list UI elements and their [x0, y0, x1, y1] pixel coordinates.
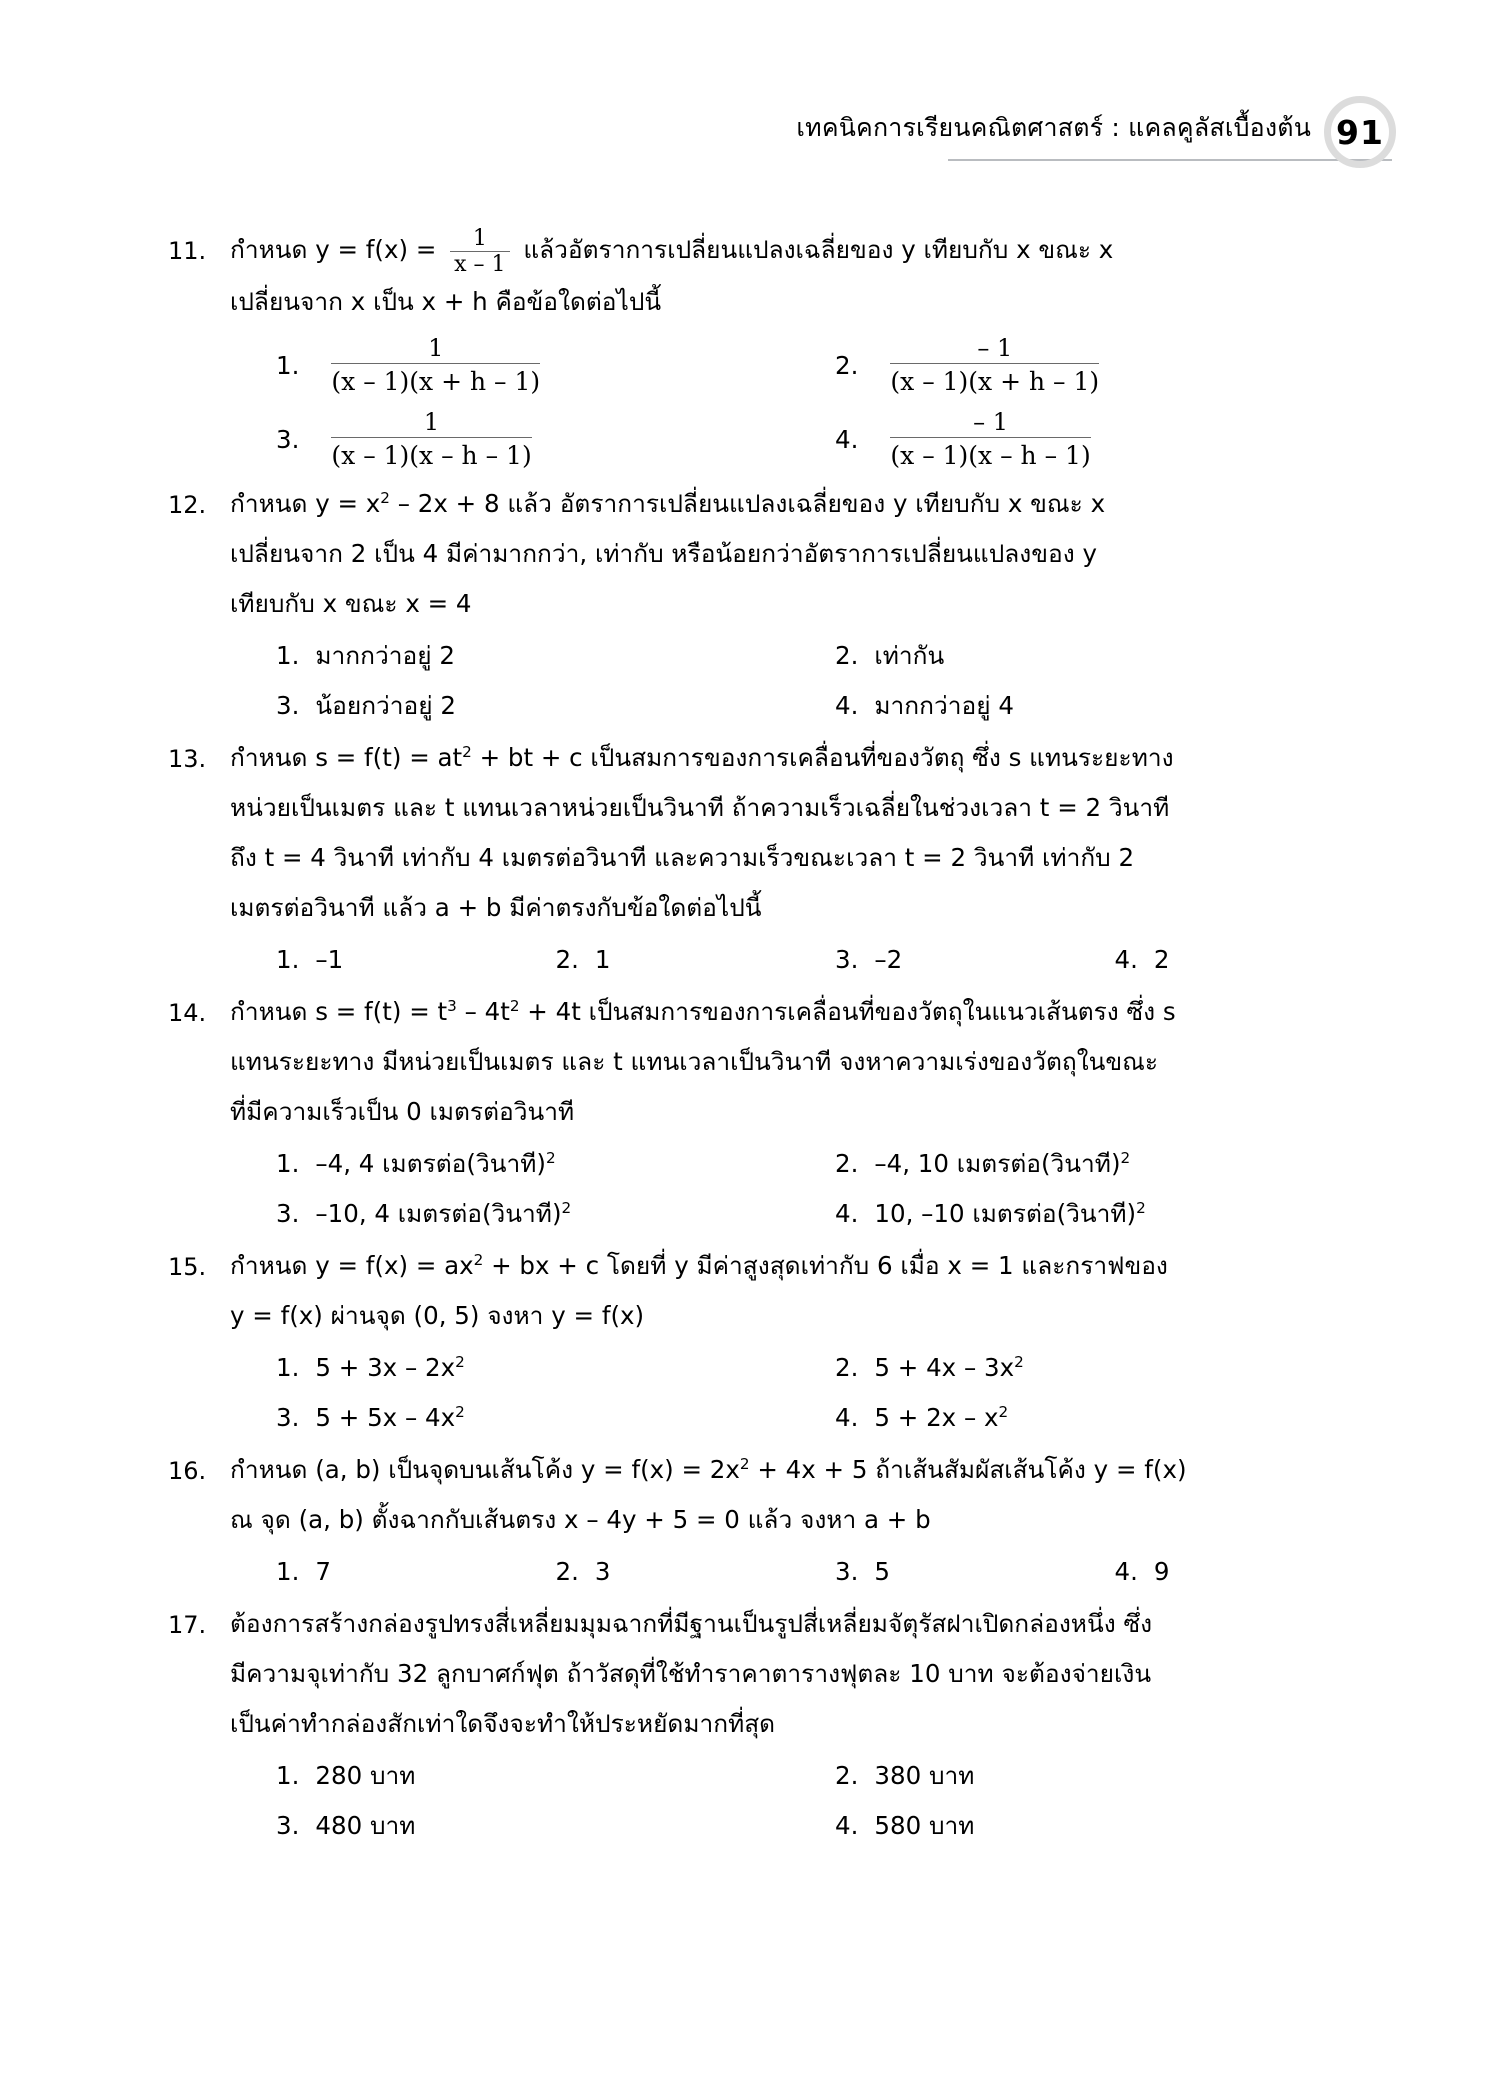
choice-text: มากกว่าอยู่ 4	[874, 691, 1014, 721]
choice-text	[315, 408, 531, 474]
question-stem-line3: เป็นค่าทำกล่องสักเท่าใดจึงจะทำให้ประหยัดมากที่สุด	[230, 1709, 776, 1739]
choice-text: 580 บาท	[874, 1811, 975, 1841]
choice-text: มากกว่าอยู่ 2	[315, 641, 455, 671]
choice-label: 2.	[835, 351, 859, 381]
question-stem: ต้องการสร้างกล่องรูปทรงสี่เหลี่ยมมุมฉากที่มีฐานเป็นรูปสี่เหลี่ยมจัตุรัสฝาเปิดกล่องหนึ่ง ซึ่ง	[230, 1609, 1153, 1639]
choice-label: 4.	[1114, 945, 1138, 975]
choice-row	[230, 1547, 1348, 1597]
choice-option-4[interactable]	[789, 681, 1348, 731]
question-stem-line4: เมตรต่อวินาที แล้ว a + b มีค่าตรงกับข้อใดต่อไปนี้	[230, 893, 762, 923]
choice-list	[230, 1343, 1348, 1443]
question-12	[168, 479, 1348, 731]
choice-option-3[interactable]	[230, 403, 789, 477]
choice-text-part: –4, 4 เมตรต่อ(วินาที)	[315, 1149, 546, 1179]
choice-text	[315, 1139, 555, 1189]
choice-list	[230, 631, 1348, 731]
choice-text	[874, 1343, 1023, 1393]
choice-option-3[interactable]	[789, 1547, 1069, 1597]
choice-option-3[interactable]	[230, 681, 789, 731]
choice-label: 3.	[276, 1811, 300, 1841]
choice-row	[230, 1751, 1348, 1801]
choice-option-3[interactable]	[789, 935, 1069, 985]
choice-option-3[interactable]	[230, 1189, 789, 1239]
choice-text-part: –4, 10 เมตรต่อ(วินาที)	[874, 1149, 1121, 1179]
choice-fraction	[331, 334, 540, 400]
question-stem	[230, 479, 1348, 529]
choice-text-part: 5 + 2x – x	[874, 1403, 999, 1433]
question-17	[168, 1599, 1348, 1851]
page-title: เทคนิคการเรียนคณิตศาสตร์ : แคลคูลัสเบื้องต้น	[796, 113, 1311, 142]
choice-fraction	[890, 334, 1099, 400]
question-number: 15.	[168, 1253, 207, 1282]
question-14	[168, 987, 1348, 1239]
choice-row	[230, 1801, 1348, 1851]
exponent: 2	[473, 1251, 484, 1270]
choice-label: 4.	[835, 691, 859, 721]
stem-text-part: แล้วอัตราการเปลี่ยนแปลงเฉลี่ยของ y เทียบกับ x ขณะ x	[523, 235, 1114, 264]
choice-label: 2.	[835, 1353, 859, 1383]
exponent: 2	[462, 743, 472, 762]
page-number-badge	[1324, 96, 1396, 168]
choice-label: 1.	[276, 1557, 300, 1587]
question-stem	[230, 987, 1348, 1037]
question-list	[168, 225, 1348, 1853]
choice-label: 2.	[835, 641, 859, 671]
choice-label: 3.	[276, 1403, 300, 1433]
choice-list	[230, 329, 1348, 477]
choice-list	[230, 935, 1348, 985]
choice-text: 1	[594, 945, 611, 975]
choice-text: –2	[874, 945, 903, 975]
stem-text-part: กำหนด (a, b) เป็นจุดบนเส้นโค้ง y = f(x) = 2x	[230, 1455, 740, 1485]
exponent: 2	[1136, 1199, 1146, 1218]
choice-option-2[interactable]	[789, 631, 1348, 681]
stem-text-part: + 4t เป็นสมการของการเคลื่อนที่ของวัตถุในแนวเส้นตรง ซึ่ง s	[519, 997, 1176, 1027]
exponent: 3	[447, 997, 457, 1016]
question-16	[168, 1445, 1348, 1597]
choice-text: –1	[315, 945, 344, 975]
exponent: 2	[739, 1455, 750, 1474]
fraction-numerator: 1	[423, 407, 440, 436]
choice-label: 1.	[276, 1761, 300, 1791]
choice-label: 1.	[276, 1353, 300, 1383]
choice-label: 2.	[835, 1149, 859, 1179]
exponent: 2	[1014, 1353, 1024, 1372]
choice-label: 3.	[276, 425, 300, 455]
choice-option-1[interactable]	[230, 1751, 789, 1801]
choice-text-part: 5 + 4x – 3x	[874, 1353, 1015, 1383]
choice-option-4[interactable]	[789, 403, 1348, 477]
choice-row	[230, 403, 1348, 477]
choice-option-4[interactable]	[789, 1393, 1348, 1443]
exponent: 2	[561, 1199, 572, 1218]
choice-option-4[interactable]	[789, 1801, 1348, 1851]
fraction-numerator: 1	[472, 225, 487, 251]
page-number: 91	[1336, 112, 1384, 152]
choice-option-1[interactable]	[230, 1343, 789, 1393]
choice-list	[230, 1751, 1348, 1851]
fraction-numerator: – 1	[973, 407, 1008, 436]
question-15	[168, 1241, 1348, 1443]
choice-option-3[interactable]	[230, 1801, 789, 1851]
choice-text	[315, 334, 540, 400]
choice-row	[230, 935, 1348, 985]
choice-option-2[interactable]	[789, 329, 1348, 403]
stem-text-part: + bx + c โดยที่ y มีค่าสูงสุดเท่ากับ 6 เมื่อ x = 1 และกราฟของ	[483, 1251, 1168, 1281]
stem-text-part: กำหนด s = f(t) = at	[230, 743, 463, 773]
choice-text	[874, 1393, 1008, 1443]
choice-option-4[interactable]	[789, 1189, 1348, 1239]
question-number: 13.	[168, 745, 207, 774]
stem-text-part: กำหนด y = f(x) =	[230, 235, 437, 264]
choice-label: 4.	[835, 1403, 859, 1433]
fraction-numerator: – 1	[977, 333, 1013, 362]
choice-text: 9	[1153, 1557, 1170, 1587]
choice-label: 1.	[276, 351, 300, 381]
choice-option-1[interactable]	[230, 1139, 789, 1189]
question-stem	[230, 1241, 1348, 1291]
question-stem-line2: เปลี่ยนจาก 2 เป็น 4 มีค่ามากกว่า, เท่ากับ หรือน้อยกว่าอัตราการเปลี่ยนแปลงของ y	[230, 539, 1097, 569]
choice-option-1[interactable]	[230, 631, 789, 681]
choice-option-1[interactable]	[230, 935, 510, 985]
choice-label: 3.	[835, 1557, 859, 1587]
fraction-denominator: x – 1	[454, 252, 506, 278]
question-stem-line3: ที่มีความเร็วเป็น 0 เมตรต่อวินาที	[230, 1097, 575, 1127]
choice-label: 2.	[555, 945, 579, 975]
choice-label: 2.	[835, 1761, 859, 1791]
choice-text	[315, 1189, 571, 1239]
choice-text: 3	[594, 1557, 611, 1587]
choice-text: 480 บาท	[315, 1811, 416, 1841]
question-stem-line2: หน่วยเป็นเมตร และ t แทนเวลาหน่วยเป็นวินาที ถ้าความเร็วเฉลี่ยในช่วงเวลา t = 2 วินาที	[230, 793, 1170, 823]
question-stem-line2: แทนระยะทาง มีหน่วยเป็นเมตร และ t แทนเวลาเป็นวินาที จงหาความเร่งของวัตถุในขณะ	[230, 1047, 1159, 1077]
choice-option-2[interactable]	[789, 1139, 1348, 1189]
choice-option-2[interactable]	[789, 1751, 1348, 1801]
fraction-denominator: (x – 1)(x + h – 1)	[890, 367, 1100, 397]
question-13	[168, 733, 1348, 985]
choice-label: 3.	[835, 945, 859, 975]
choice-text-part: –10, 4 เมตรต่อ(วินาที)	[315, 1199, 562, 1229]
question-stem-line2: y = f(x) ผ่านจุด (0, 5) จงหา y = f(x)	[230, 1301, 645, 1331]
fraction-denominator: (x – 1)(x – h – 1)	[890, 441, 1091, 471]
question-stem	[230, 1445, 1348, 1495]
choice-row	[230, 1393, 1348, 1443]
choice-text-part: 10, –10 เมตรต่อ(วินาที)	[874, 1199, 1137, 1229]
question-stem-line3: เทียบกับ x ขณะ x = 4	[230, 589, 472, 619]
choice-label: 4.	[835, 1811, 859, 1841]
question-number: 12.	[168, 491, 207, 520]
question-number: 16.	[168, 1457, 207, 1486]
choice-text: น้อยกว่าอยู่ 2	[315, 691, 457, 721]
stem-text-part: กำหนด y = x	[230, 489, 381, 519]
stem-text-part: กำหนด y = f(x) = ax	[230, 1251, 474, 1281]
exponent: 2	[380, 489, 390, 508]
choice-text: เท่ากัน	[874, 641, 945, 671]
choice-label: 4.	[835, 425, 859, 455]
choice-row	[230, 1343, 1348, 1393]
choice-row	[230, 329, 1348, 403]
fraction-numerator: 1	[428, 333, 444, 362]
exponent: 2	[1120, 1149, 1131, 1168]
choice-row	[230, 681, 1348, 731]
stem-text-part: – 4t	[456, 997, 510, 1027]
question-stem-line2: เปลี่ยนจาก x เป็น x + h คือข้อใดต่อไปนี้	[230, 287, 662, 317]
choice-text	[315, 1393, 464, 1443]
choice-option-2[interactable]	[789, 1343, 1348, 1393]
stem-text-part: + bt + c เป็นสมการของการเคลื่อนที่ของวัตถุ ซึ่ง s แทนระยะทาง	[471, 743, 1174, 773]
choice-text-part: 5 + 3x – 2x	[315, 1353, 456, 1383]
choice-label: 2.	[555, 1557, 579, 1587]
choice-label: 1.	[276, 641, 300, 671]
header-divider	[948, 159, 1392, 161]
page-header	[0, 96, 1504, 176]
choice-option-4[interactable]	[1069, 1547, 1349, 1597]
question-11	[168, 225, 1348, 477]
choice-option-4[interactable]	[1069, 935, 1349, 985]
choice-option-1[interactable]	[230, 329, 789, 403]
choice-text-part: 5 + 5x – 4x	[315, 1403, 456, 1433]
exponent: 2	[545, 1149, 556, 1168]
fraction-denominator: (x – 1)(x + h – 1)	[331, 367, 541, 397]
stem-text-part: กำหนด s = f(t) = t	[230, 997, 448, 1027]
choice-option-3[interactable]	[230, 1393, 789, 1443]
question-number: 14.	[168, 999, 207, 1028]
choice-list	[230, 1139, 1348, 1239]
fraction-denominator: (x – 1)(x – h – 1)	[331, 441, 532, 471]
stem-text-part: + 4x + 5 ถ้าเส้นสัมผัสเส้นโค้ง y = f(x)	[749, 1455, 1187, 1485]
exponent: 2	[509, 997, 520, 1016]
choice-text: 280 บาท	[315, 1761, 416, 1791]
exponent: 2	[455, 1353, 465, 1372]
choice-fraction	[331, 408, 531, 474]
inline-fraction	[450, 225, 509, 278]
choice-text	[874, 334, 1099, 400]
choice-text: 380 บาท	[874, 1761, 975, 1791]
choice-row	[230, 631, 1348, 681]
exponent: 2	[455, 1403, 465, 1422]
question-number: 11.	[168, 237, 207, 265]
choice-label: 1.	[276, 945, 300, 975]
choice-option-2[interactable]	[510, 1547, 790, 1597]
choice-label: 4.	[1114, 1557, 1138, 1587]
choice-row	[230, 1189, 1348, 1239]
choice-text: 5	[874, 1557, 890, 1587]
choice-row	[230, 1139, 1348, 1189]
choice-text	[874, 1139, 1130, 1189]
exponent: 2	[998, 1403, 1009, 1422]
choice-label: 4.	[835, 1199, 859, 1229]
choice-label: 3.	[276, 1199, 300, 1229]
choice-text	[315, 1343, 464, 1393]
choice-label: 3.	[276, 691, 300, 721]
question-stem-line2: ณ จุด (a, b) ตั้งฉากกับเส้นตรง x – 4y + 5 = 0 แล้ว จงหา a + b	[230, 1505, 931, 1535]
stem-text-part: – 2x + 8 แล้ว อัตราการเปลี่ยนแปลงเฉลี่ยของ y เทียบกับ x ขณะ x	[389, 489, 1106, 519]
question-stem	[230, 733, 1348, 783]
question-stem-line2: มีความจุเท่ากับ 32 ลูกบาศก์ฟุต ถ้าวัสดุที่ใช้ทำราคาตารางฟุตละ 10 บาท จะต้องจ่ายเงิน	[230, 1659, 1152, 1689]
choice-text: 7	[315, 1557, 331, 1587]
choice-fraction	[890, 408, 1090, 474]
choice-text	[874, 408, 1090, 474]
choice-text: 2	[1153, 945, 1170, 975]
question-stem	[230, 225, 1348, 277]
question-stem-line3: ถึง t = 4 วินาที เท่ากับ 4 เมตรต่อวินาที และความเร็วขณะเวลา t = 2 วินาที เท่ากับ 2	[230, 843, 1135, 873]
choice-option-1[interactable]	[230, 1547, 510, 1597]
question-number: 17.	[168, 1611, 207, 1640]
choice-text	[874, 1189, 1145, 1239]
choice-option-2[interactable]	[510, 935, 790, 985]
choice-label: 1.	[276, 1149, 300, 1179]
choice-list	[230, 1547, 1348, 1597]
